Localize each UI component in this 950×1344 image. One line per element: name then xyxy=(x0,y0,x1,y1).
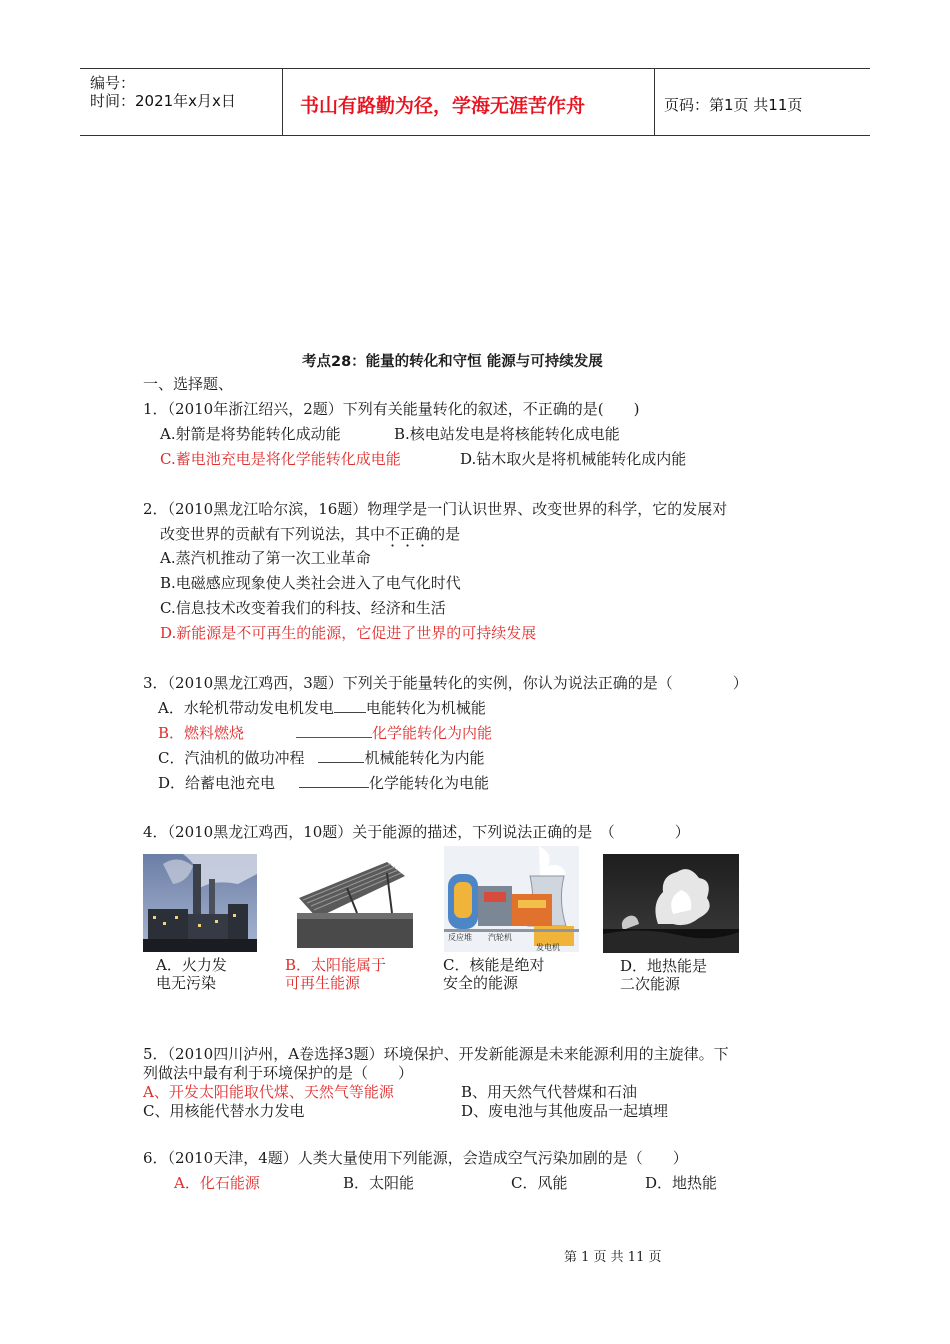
q3-option-a xyxy=(158,698,486,718)
header-divider-right xyxy=(654,68,655,136)
reactor-label: 反应堆 xyxy=(448,933,472,942)
q4-option-b-line1-answer: B．太阳能属于 xyxy=(285,956,387,974)
q3-d-line xyxy=(299,775,369,788)
q3-option-b-answer xyxy=(158,723,492,743)
section-heading: 一、选择题、 xyxy=(143,375,234,393)
q4-option-c-line2: 安全的能源 xyxy=(443,974,519,992)
page-title: 考点28：能量的转化和守恒 能源与可持续发展 xyxy=(302,354,603,370)
q4-option-c-line1: C．核能是绝对 xyxy=(443,956,545,974)
q3-d-right: 化学能转化为电能 xyxy=(369,774,490,792)
q3-b-line xyxy=(296,725,372,738)
nuclear-plant-drawing xyxy=(444,846,579,952)
q1-option-d: D.钻木取火是将机械能转化成内能 xyxy=(460,450,687,468)
turbine-label: 汽轮机 xyxy=(488,933,512,942)
q6-option-d: D．地热能 xyxy=(645,1174,718,1192)
nuclear-plant-image xyxy=(444,846,579,952)
q3-a-right: 电能转化为机械能 xyxy=(365,699,486,717)
q3-c-right: 机械能转化为内能 xyxy=(364,749,485,767)
q3-d-left: D．给蓄电池充电 xyxy=(158,774,276,792)
q2-option-d-answer: D.新能源是不可再生的能源，它促进了世界的可持续发展 xyxy=(160,624,537,642)
q1-option-c-answer: C.蓄电池充电是将化学能转化成电能 xyxy=(160,450,401,468)
emphasis-char: 正 xyxy=(400,525,416,543)
thermal-power-plant-image xyxy=(143,854,257,952)
q2-stem-line2 xyxy=(160,524,460,544)
q3-option-d xyxy=(158,773,489,793)
thermal-power-plant-drawing xyxy=(143,854,257,952)
q6-option-a-answer: A．化石能源 xyxy=(174,1174,260,1192)
q5-stem-line2: 列做法中最有利于环境保护的是（ ） xyxy=(143,1064,414,1082)
header-motto: 书山有路勤为径，学海无涯苦作舟 xyxy=(300,95,586,117)
geothermal-drawing xyxy=(603,854,739,953)
q5-option-c: C、用核能代替水力发电 xyxy=(143,1102,305,1120)
q2-stem-post: 的是 xyxy=(430,525,461,543)
q3-b-left: B．燃料燃烧 xyxy=(158,724,245,742)
header-top-border xyxy=(80,68,870,69)
q3-a-left: A．水轮机带动发电机发电 xyxy=(158,699,334,717)
header-divider-left xyxy=(282,68,283,136)
solar-heater-drawing xyxy=(287,858,413,948)
q2-stem-pre: 改变世界的贡献有下列说法，其中 xyxy=(160,525,386,543)
q6-stem: 6．（2010天津，4题）人类大量使用下列能源，会造成空气污染加剧的是（ ） xyxy=(143,1149,688,1167)
q6-option-c: C．风能 xyxy=(511,1174,568,1192)
header-number-label: 编号： xyxy=(90,74,136,92)
q2-option-b: B.电磁感应现象使人类社会进入了电气化时代 xyxy=(160,574,461,592)
q4-option-a-line2: 电无污染 xyxy=(156,974,217,992)
q4-option-d-line1: D．地热能是 xyxy=(620,957,708,975)
q4-option-a-line1: A．火力发 xyxy=(156,956,227,974)
q5-option-b: B、用天然气代替煤和石油 xyxy=(461,1083,638,1101)
q1-stem: 1．（2010年浙江绍兴，2题）下列有关能量转化的叙述，不正确的是( ) xyxy=(143,400,640,418)
solar-heater-image xyxy=(287,858,413,948)
q6-option-b: B．太阳能 xyxy=(343,1174,415,1192)
q2-option-c: C.信息技术改变着我们的科技、经济和生活 xyxy=(160,599,446,617)
page-footer: 第 1 页 共 11 页 xyxy=(564,1250,662,1265)
q2-stem-emphasis xyxy=(385,525,430,543)
q3-b-right: 化学能转化为内能 xyxy=(372,724,493,742)
q1-option-b: B.核电站发电是将核能转化成电能 xyxy=(394,425,620,443)
q1-option-a: A.射箭是将势能转化成动能 xyxy=(160,425,341,443)
q3-stem: 3．（2010黑龙江鸡西，3题）下列关于能量转化的实例，你认为说法正确的是（ ） xyxy=(143,674,748,692)
q4-option-d-line2: 二次能源 xyxy=(620,975,681,993)
q4-stem: 4．（2010黑龙江鸡西，10题）关于能源的描述，下列说法正确的是 （ ） xyxy=(143,823,690,841)
q2-stem-line1: 2．（2010黑龙江哈尔滨，16题）物理学是一门认识世界、改变世界的科学，它的发展对 xyxy=(143,500,728,518)
geothermal-image xyxy=(603,854,739,953)
emphasis-char: 不 xyxy=(385,525,401,543)
q3-option-c xyxy=(158,748,485,768)
q3-a-line xyxy=(334,700,366,713)
q3-c-left: C．汽油机的做功冲程 xyxy=(158,749,305,767)
q5-option-a-answer: A、开发太阳能取代煤、天然气等能源 xyxy=(143,1083,394,1101)
q2-option-a: A.蒸汽机推动了第一次工业革命 xyxy=(160,549,371,567)
generator-label: 发电机 xyxy=(536,943,560,952)
emphasis-char: 确 xyxy=(415,525,431,543)
header-time-label: 时间：2021年x月x日 xyxy=(90,92,236,110)
q5-stem-line1: 5．（2010四川泸州，A卷选择3题）环境保护、开发新能源是未来能源利用的主旋律。下 xyxy=(143,1045,729,1063)
q4-option-b-line2-answer: 可再生能源 xyxy=(285,974,361,992)
header-page-info: 页码：第1页 共11页 xyxy=(664,96,803,114)
header-bottom-border xyxy=(80,135,870,136)
q5-option-d: D、废电池与其他废品一起填埋 xyxy=(461,1102,669,1120)
q3-c-line xyxy=(318,750,364,763)
